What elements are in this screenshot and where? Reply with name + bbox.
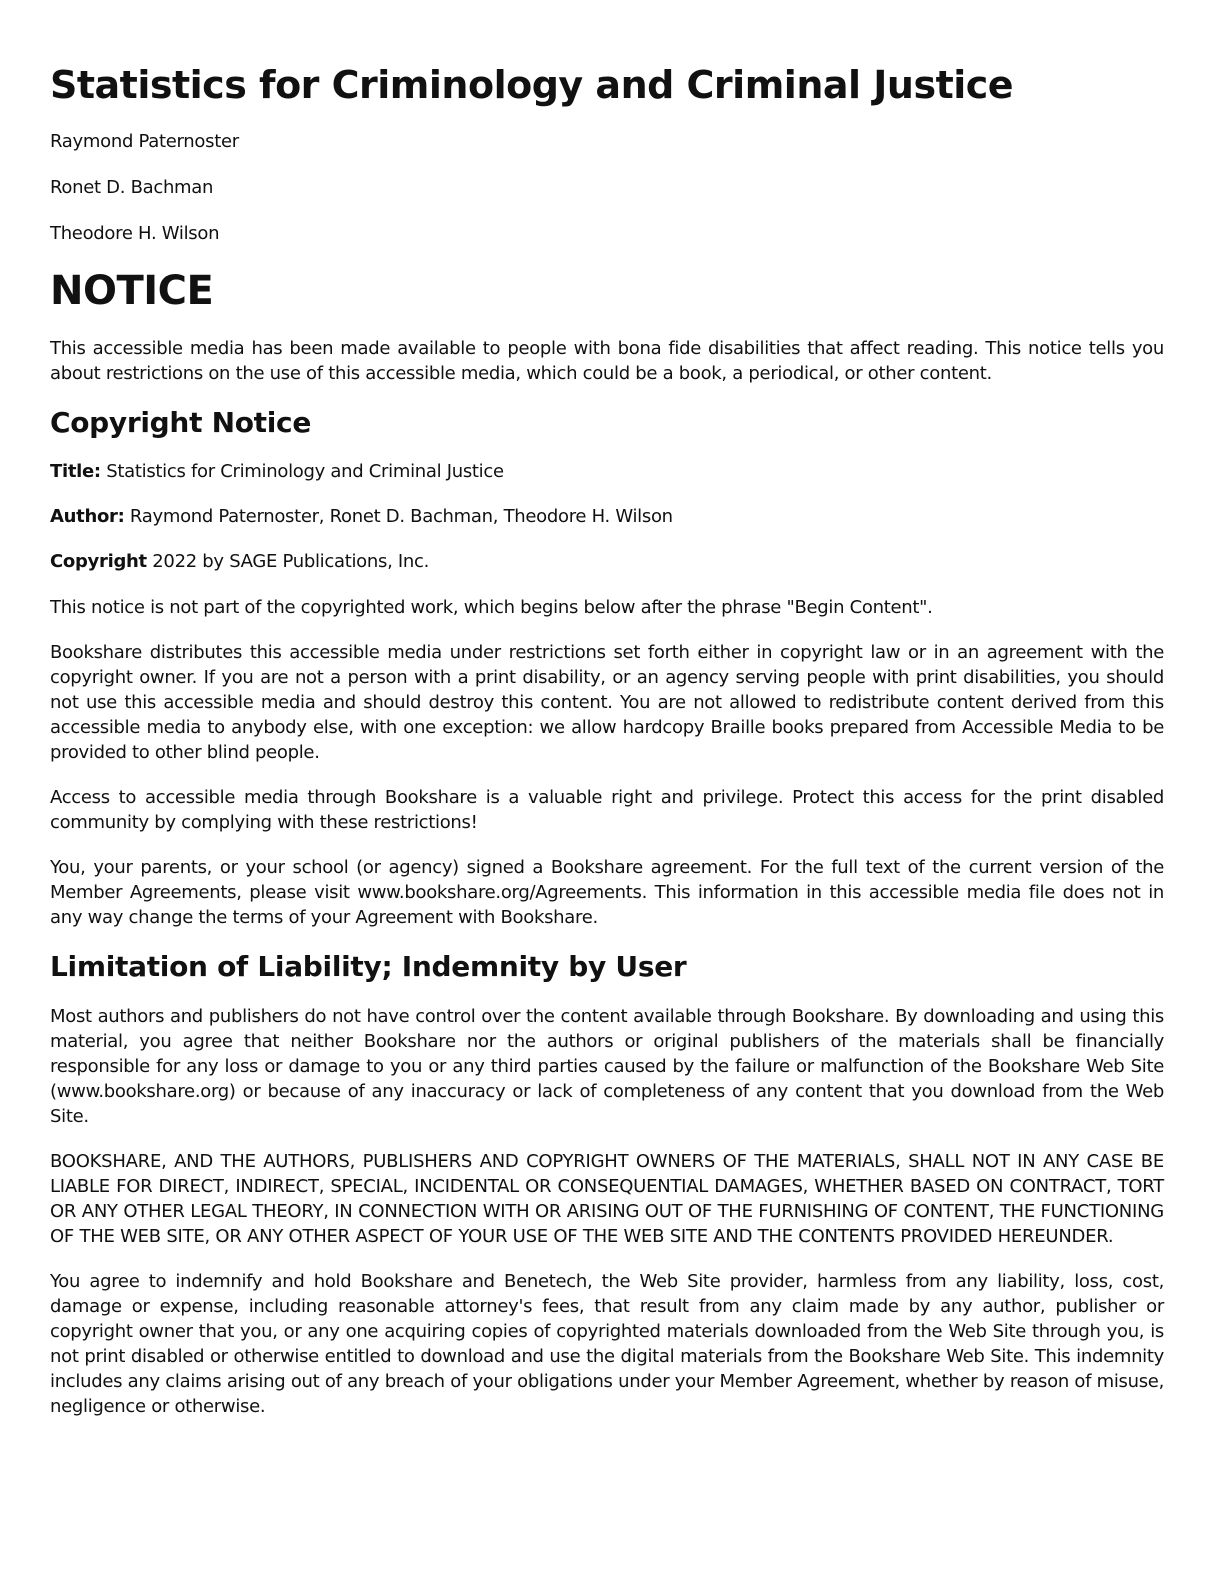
copyright-heading: Copyright Notice [50,406,312,439]
author-name: Theodore H. Wilson [50,223,220,244]
copyright-paragraph: This notice is not part of the copyrighted work, which begins below after the phrase "Begin Content". [50,597,933,618]
author-value: Raymond Paternoster, Ronet D. Bachman, Theodore H. Wilson [124,506,673,527]
copyright-value: 2022 by SAGE Publications, Inc. [146,551,430,572]
notice-heading: NOTICE [50,268,214,314]
liability-paragraph: Most authors and publishers do not have control over the content available through Bookshare. By downloading and using this material, you agree that neither Bookshare nor the authors or original publishers of the materials shall be financially responsible for any loss or damage to you or any third parties caused by the failure or malfunction of the Bookshare Web Site (www.bookshare.org) or because of any inaccuracy or lack of completeness of any content that you download from the Web Site. [50,1006,1164,1127]
liability-disclaimer-paragraph: BOOKSHARE, AND THE AUTHORS, PUBLISHERS AND COPYRIGHT OWNERS OF THE MATERIALS, SHALL NOT IN ANY CASE BE LIABLE FOR DIRECT, INDIRECT, SPECIAL, INCIDENTAL OR CONSEQUENTIAL DAMAGES, WHETHER BASED ON CONTRACT, TORT OR ANY OTHER LEGAL THEORY, IN CONNECTION WITH OR ARISING OUT OF THE FURNISHING OF CONTENT, THE FUNCTIONING OF THE WEB SITE, OR ANY OTHER ASPECT OF YOUR USE OF THE WEB SITE AND THE CONTENTS PROVIDED HEREUNDER. [50,1151,1164,1247]
author-name: Raymond Paternoster [50,131,239,152]
author-label: Author: [50,506,125,527]
document-page [50,62,1164,1439]
title-value: Statistics for Criminology and Criminal Justice [100,461,504,482]
title-label: Title: [50,461,101,482]
indemnity-paragraph: You agree to indemnify and hold Bookshare and Benetech, the Web Site provider, harmless from any liability, loss, cost, damage or expense, including reasonable attorney's fees, that result from any claim made by any author, publisher or copyright owner that you, or any one acquiring copies of copyrighted materials downloaded from the Web Site through you, is not print disabled or otherwise entitled to download and use the digital materials from the Bookshare Web Site. This indemnity includes any claims arising out of any breach of your obligations under your Member Agreement, whether by reason of misuse, negligence or otherwise. [50,1271,1164,1417]
liability-heading: Limitation of Liability; Indemnity by User [50,950,687,983]
author-name: Ronet D. Bachman [50,177,214,198]
copyright-paragraph: You, your parents, or your school (or agency) signed a Bookshare agreement. For the full text of the current version of the Member Agreements, please visit www.bookshare.org/Agreements. This information in this accessible media file does not in any way change the terms of your Agreement with Bookshare. [50,857,1164,928]
title-meta-line [50,460,1164,484]
document-title: Statistics for Criminology and Criminal Justice [50,63,1014,107]
copyright-label: Copyright [50,551,147,572]
copyright-paragraph: Access to accessible media through Bookshare is a valuable right and privilege. Protect this access for the print disabled community by complying with these restrictions! [50,787,1164,833]
copyright-paragraph: Bookshare distributes this accessible media under restrictions set forth either in copyright law or in an agreement with the copyright owner. If you are not a person with a print disability, or an agency serving people with print disabilities, you should not use this accessible media and should destroy this content. You are not allowed to redistribute content derived from this accessible media to anybody else, with one exception: we allow hardcopy Braille books prepared from Accessible Media to be provided to other blind people. [50,642,1164,763]
notice-paragraph: This accessible media has been made available to people with bona fide disabilities that affect reading. This notice tells you about restrictions on the use of this accessible media, which could be a book, a periodical, or other content. [50,338,1164,384]
copyright-meta-line [50,550,1164,574]
author-meta-line [50,505,1164,529]
